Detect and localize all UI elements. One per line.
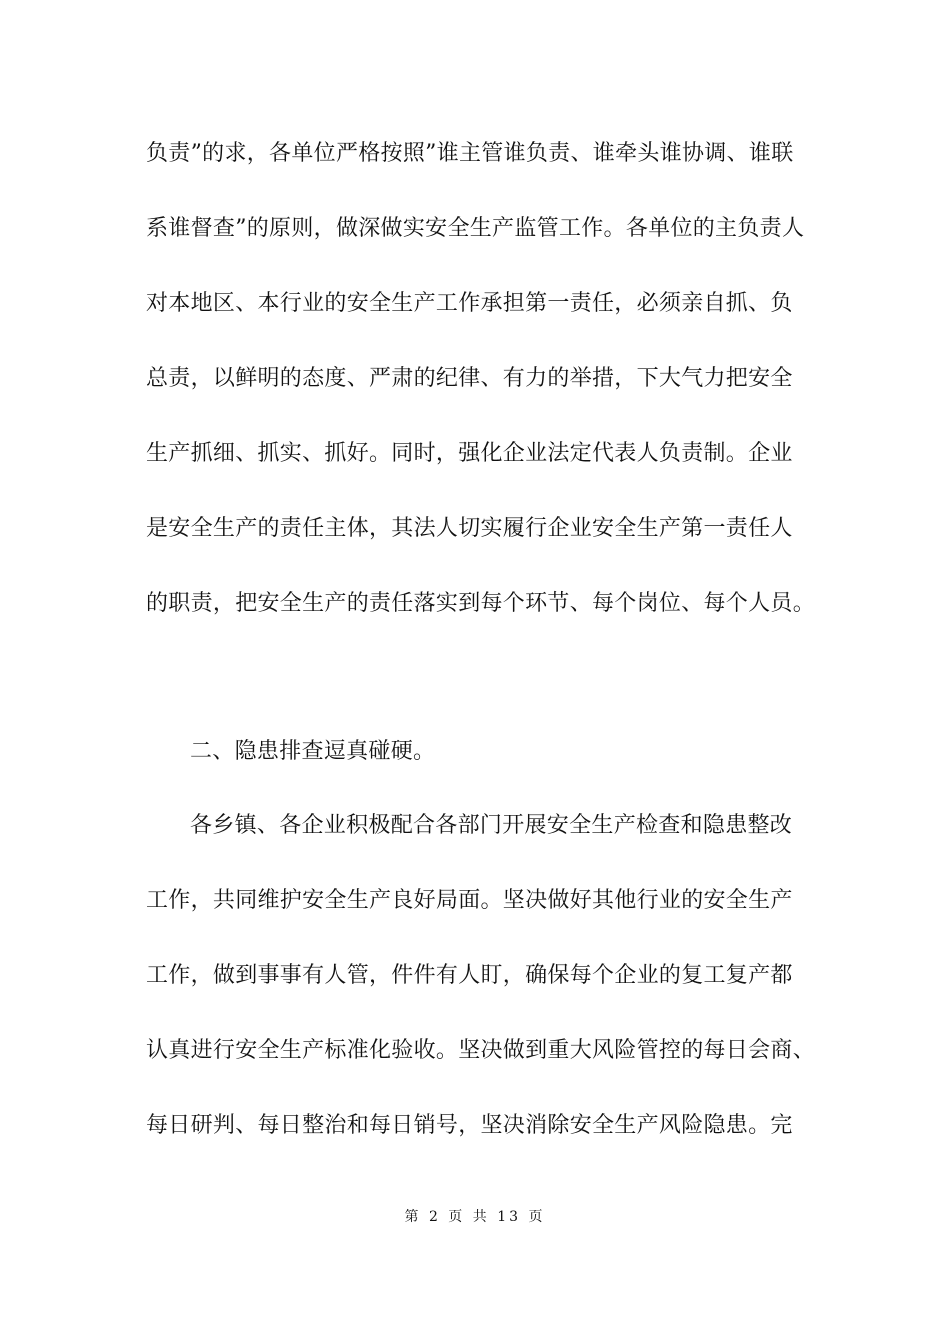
paragraph-1-line-3: 对本地区、本行业的安全生产工作承担第一责任，必须亲自抓、负 — [146, 291, 793, 316]
paragraph-1-line-2: 系谁督查”的原则，做深做实安全生产监管工作。各单位的主负责人 — [146, 216, 805, 241]
paragraph-1-line-4: 总责，以鲜明的态度、严肃的纪律、有力的举措，下大气力把安全 — [146, 366, 793, 391]
paragraph-2-line-2: 工作，共同维护安全生产良好局面。坚决做好其他行业的安全生产 — [146, 888, 793, 913]
paragraph-2-line-4: 认真进行安全生产标准化验收。坚决做到重大风险管控的每日会商、 — [146, 1038, 816, 1063]
paragraph-2-line-1: 各乡镇、各企业积极配合各部门开展安全生产检查和隐患整改 — [190, 813, 793, 838]
page-number-footer: 第 2 页 共 13 页 — [404, 1209, 546, 1225]
section-heading: 二、隐患排查逗真碰硬。 — [190, 739, 436, 764]
paragraph-1-line-7: 的职责，把安全生产的责任落实到每个环节、每个岗位、每个人员。 — [146, 591, 816, 616]
paragraph-2-line-3: 工作，做到事事有人管，件件有人盯，确保每个企业的复工复产都 — [146, 963, 793, 988]
paragraph-1-line-6: 是安全生产的责任主体，其法人切实履行企业安全生产第一责任人 — [146, 516, 793, 541]
paragraph-2-line-5: 每日研判、每日整治和每日销号，坚决消除安全生产风险隐患。完 — [146, 1113, 793, 1138]
paragraph-1-line-1: 负责”的求，各单位严格按照”谁主管谁负责、谁牵头谁协调、谁联 — [146, 141, 794, 166]
paragraph-1-line-5: 生产抓细、抓实、抓好。同时，强化企业法定代表人负责制。企业 — [146, 441, 793, 466]
